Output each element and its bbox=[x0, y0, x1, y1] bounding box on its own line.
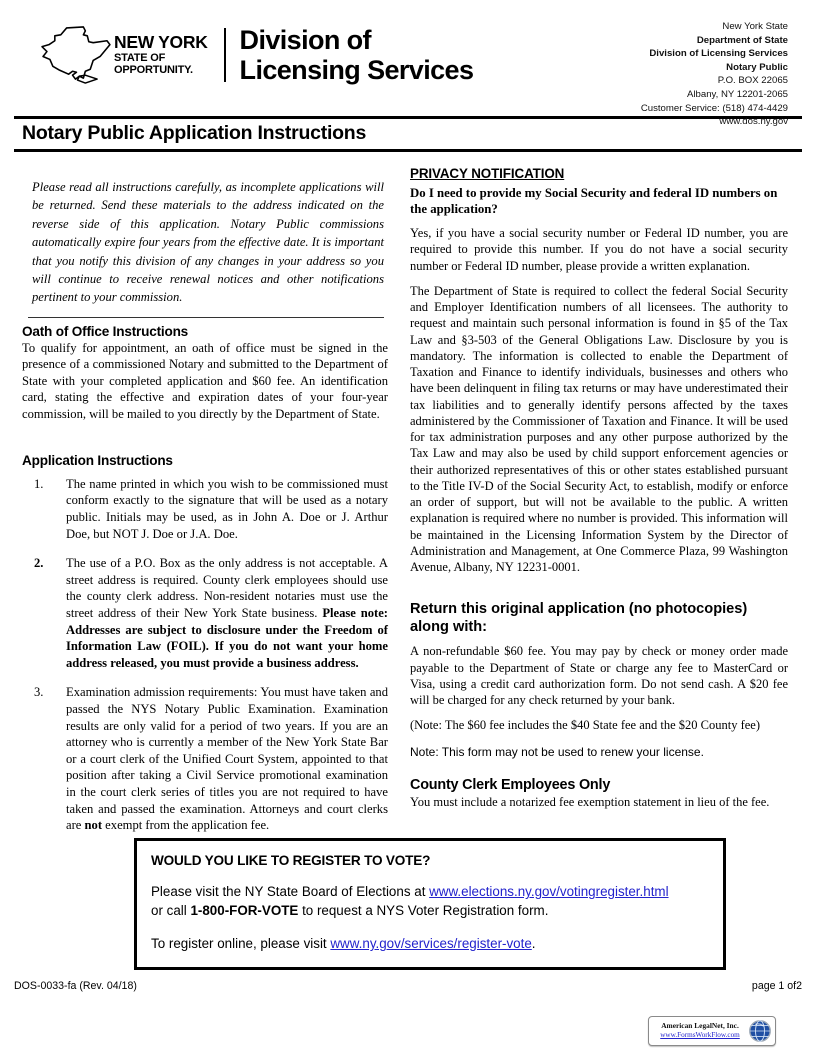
voter-online-text-after: . bbox=[531, 936, 536, 952]
list-item-bold-text: Please note: Addresses are subject to disclosure under the Freedom of Information Law (FOIL). If you do not want your home address released, you must provide a business address. bbox=[66, 605, 389, 670]
voter-box-title: WOULD YOU LIKE TO REGISTER TO VOTE? bbox=[151, 853, 431, 868]
list-item bbox=[22, 684, 388, 833]
intro-divider bbox=[28, 317, 384, 318]
left-column bbox=[22, 166, 400, 847]
return-heading-line-1: Return this original application (no photocopies) bbox=[410, 601, 748, 618]
page-number: page 1 of2 bbox=[751, 980, 802, 992]
address-line-1: New York State bbox=[722, 21, 788, 32]
agency-line-2: Licensing Services bbox=[239, 55, 474, 85]
return-paragraph-2: (Note: The $60 fee includes the $40 State fee and the $20 County fee) bbox=[410, 718, 761, 733]
list-item-bold-word: not bbox=[84, 818, 103, 833]
application-instructions-list bbox=[22, 476, 388, 834]
list-item-text: Examination admission requirements: You must have taken and passed the NYS Notary Public Examination. Examination results are only valid for a period of two years. If you are an attorney who is currently a member of the New York State Bar or a court clerk of the Unified Court System, appointed to that position after taking a Civil Service promotional examination in the court clerk series of titles you are not required to have taken and passed the examination. Attorneys and court clerks are bbox=[66, 685, 388, 833]
logo-line-2: STATE OF bbox=[114, 52, 166, 65]
legalnet-url: www.FormsWorkFlow.com bbox=[660, 1031, 740, 1040]
privacy-question: Do I need to provide my Social Security and federal ID numbers on the application? bbox=[410, 186, 778, 217]
elections-website-link[interactable]: www.elections.ny.gov/votingregister.html bbox=[429, 884, 669, 899]
list-item-text: The use of a P.O. Box as the only address is not acceptable. A street address is required. County clerk employees should use the county clerk address. Non-resident notaries must use the street address of their New York State business. bbox=[66, 556, 388, 620]
register-vote-link[interactable]: www.ny.gov/services/register-vote bbox=[330, 936, 532, 952]
new-york-state-logo bbox=[38, 24, 473, 86]
logo-divider bbox=[224, 28, 226, 82]
list-item-text: The name printed in which you wish to be commissioned must conform exactly to the signature that will be used as a notary public. Initials may be used, as in John A. Doe or J. Arthur Doe, but NOT J. Doe or J.A. Doe. bbox=[66, 476, 388, 541]
list-item-text-after: exempt from the application fee. bbox=[102, 818, 270, 833]
privacy-notification-heading: PRIVACY NOTIFICATION bbox=[410, 166, 565, 181]
voter-registration-box bbox=[134, 838, 726, 970]
oath-of-office-heading: Oath of Office Instructions bbox=[22, 323, 189, 339]
address-line-4: Notary Public bbox=[726, 61, 788, 73]
list-item-number: 3. bbox=[34, 685, 44, 700]
list-item-number: 1. bbox=[34, 476, 44, 491]
page-title: Notary Public Application Instructions bbox=[22, 122, 367, 144]
agency-line-1: Division of bbox=[239, 24, 371, 55]
legalnet-company-name: American LegalNet, Inc. bbox=[661, 1021, 739, 1031]
oath-of-office-body: To qualify for appointment, an oath of office must be signed in the presence of a commissioned Notary and submitted to the Department of State with your completed application and $60 fee. An identification card, stating the effective and expiration dates of your four-year commission, will be mailed to you directly by the Department of State. bbox=[22, 340, 388, 422]
address-line-2: Department of State bbox=[696, 34, 788, 46]
address-website: www.dos.ny.gov bbox=[719, 116, 788, 128]
list-item bbox=[22, 476, 388, 542]
document-header bbox=[14, 0, 802, 128]
address-line-3: Division of Licensing Services bbox=[649, 48, 788, 60]
privacy-paragraph-1: Yes, if you have a social security number or Federal ID number, you are required to provide this number. If you do not have a social security number or Federal ID number, please provide a written explanation. bbox=[410, 226, 788, 273]
new-york-state-map-icon bbox=[38, 24, 112, 86]
county-clerk-body: You must include a notarized fee exemption statement in lieu of the fee. bbox=[410, 795, 770, 810]
globe-icon bbox=[748, 1019, 772, 1043]
list-item bbox=[22, 555, 388, 671]
renewal-note: Note: This form may not be used to renew your license. bbox=[410, 744, 704, 759]
return-heading-line-2: along with: bbox=[410, 618, 488, 635]
page-footer bbox=[14, 980, 802, 992]
new-york-wordmark bbox=[114, 31, 208, 77]
form-identifier: DOS-0033-fa (Rev. 04/18) bbox=[14, 980, 137, 992]
logo-line-3: OPPORTUNITY. bbox=[114, 64, 193, 77]
voter-online-text-before: To register online, please visit bbox=[151, 936, 331, 952]
list-item-number: 2. bbox=[34, 556, 44, 571]
address-line-7: Customer Service: (518) 474-4429 bbox=[640, 102, 788, 114]
two-column-body bbox=[14, 166, 802, 847]
agency-address-block bbox=[641, 20, 788, 129]
voter-box-paragraph-2 bbox=[151, 934, 709, 953]
return-paragraph-1: A non-refundable $60 fee. You may pay by check or money order made payable to the Department of State or charge any fee to MasterCard or Visa, using a credit card authorization form. Do not send cash. A $20 fee will be charged for any check returned by your bank. bbox=[410, 644, 788, 708]
address-line-5: P.O. BOX 22065 bbox=[717, 75, 788, 87]
return-application-heading bbox=[410, 601, 788, 636]
voter-box-paragraph-1 bbox=[151, 882, 709, 920]
logo-line-1: NEW YORK bbox=[114, 31, 208, 52]
right-column bbox=[400, 166, 788, 847]
agency-name bbox=[240, 25, 474, 85]
intro-paragraph: Please read all instructions carefully, as incomplete applications will be returned. Send these materials to the address indicated on the reverse side of this application. Notary Public commissions automatically expire four years from the effective date. It is important that you notify this division of any changes in your address so you will continue to receive renewal notices and other notifications pertinent to your commission. bbox=[32, 180, 384, 305]
county-clerk-heading: County Clerk Employees Only bbox=[410, 777, 611, 794]
american-legalnet-badge bbox=[648, 1016, 776, 1046]
voter-text-call-after: to request a NYS Voter Registration form. bbox=[298, 903, 549, 919]
address-line-6: Albany, NY 12201-2065 bbox=[687, 89, 788, 101]
voter-text-call-before: or call bbox=[151, 903, 191, 919]
voter-text-before-link: Please visit the NY State Board of Elections at bbox=[151, 884, 430, 899]
voter-phone-number: 1-800-FOR-VOTE bbox=[190, 903, 299, 919]
application-instructions-heading: Application Instructions bbox=[22, 452, 173, 468]
legalnet-text bbox=[652, 1022, 748, 1039]
privacy-paragraph-2: The Department of State is required to collect the federal Social Security and Employer Identification numbers of all licensees. The authority to request and maintain such personal information is found in §5 of the Tax Law and §3-503 of the General Obligations Law. Disclosure by you is mandatory. The information is collected to enable the Department of Taxation and Finance to identify individuals, businesses and others who have been delinquent in filing tax returns or may have underestimated their tax liabilities and to generally identify persons affected by the taxes administered by the Commissioner of Taxation and Finance. It will be used for tax administration purposes and any other purpose authorized by the Tax Law and may also be used by child support enforcement agencies or their authorized representatives of this or other states established pursuant to the Title IV-D of the Social Security Act, to establish, modify or enforce an order of support, but will not be available to the public. A written explanation is required where no number is provided. This information will be maintained in the Licensing Information System by the Director of Administration and Management, at One Commerce Plaza, 99 Washington Avenue, Albany, NY 12231-0001. bbox=[410, 283, 788, 575]
